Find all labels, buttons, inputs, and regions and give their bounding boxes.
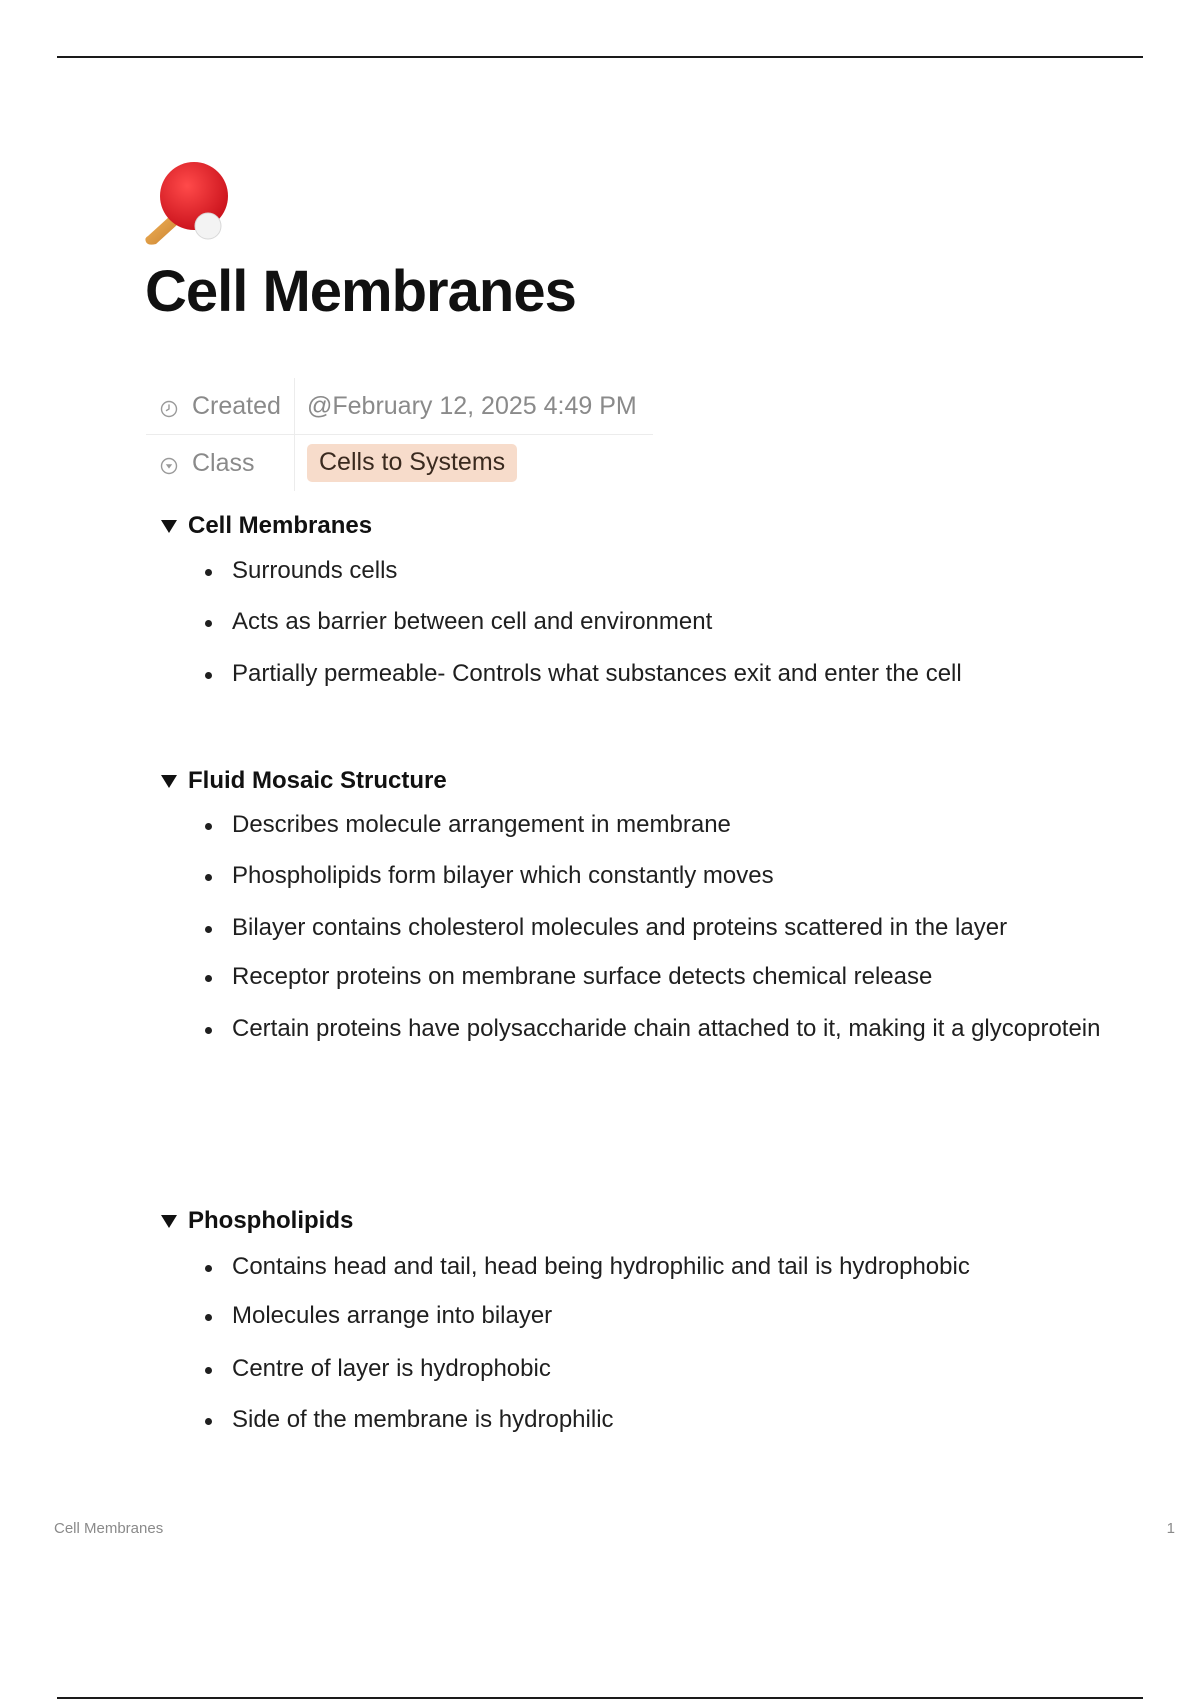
list-item: Acts as barrier between cell and environment [232,604,1112,640]
list-item: Phospholipids form bilayer which constantly moves [232,858,1112,894]
list-item: Receptor proteins on membrane surface detects chemical release [232,959,1112,995]
list-item: Contains head and tail, head being hydrophilic and tail is hydrophobic [232,1249,1112,1285]
clock-icon [160,400,178,418]
toggle-section-fluid-mosaic [160,765,1120,1042]
property-name-class: Class [192,448,255,477]
page-number: 1 [1166,1520,1175,1537]
property-value-created: @February 12, 2025 4:49 PM [307,391,637,420]
bottom-rule [57,1697,1143,1699]
triangle-down-icon[interactable] [160,1213,178,1229]
footer-title: Cell Membranes [54,1520,164,1537]
list-item: Certain proteins have polysaccharide chain attached to it, making it a glycoprotein [232,1011,1112,1047]
toggle-heading-label: Cell Membranes [188,512,373,539]
toggle-section-cell-membranes [160,510,1120,687]
page-title: Cell Membranes [145,259,576,324]
toggle-heading-label: Fluid Mosaic Structure [188,767,447,794]
list-item: Centre of layer is hydrophobic [232,1351,1112,1387]
class-tag[interactable]: Cells to Systems [307,444,517,482]
triangle-down-icon[interactable] [160,518,178,534]
ping-pong-paddle-icon [142,160,234,246]
properties-table [146,378,653,491]
list-item: Bilayer contains cholesterol molecules and proteins scattered in the layer [232,910,1112,946]
toggle-heading-label: Phospholipids [188,1207,354,1234]
property-row-class[interactable] [146,435,653,492]
property-row-created[interactable] [146,378,653,435]
list-item: Surrounds cells [232,553,1112,589]
toggle-heading[interactable] [160,1205,1120,1237]
toggle-heading[interactable] [160,765,1120,797]
triangle-down-icon[interactable] [160,773,178,789]
toggle-heading[interactable] [160,510,1120,542]
list-item: Describes molecule arrangement in membrane [232,807,1112,843]
list-item: Partially permeable- Controls what substances exit and enter the cell [232,656,1112,692]
list-item: Molecules arrange into bilayer [232,1298,1112,1334]
top-rule [57,56,1143,58]
toggle-section-phospholipids [160,1205,1120,1433]
list-item: Side of the membrane is hydrophilic [232,1402,1112,1438]
property-name-created: Created [192,391,281,420]
select-icon [160,457,178,475]
